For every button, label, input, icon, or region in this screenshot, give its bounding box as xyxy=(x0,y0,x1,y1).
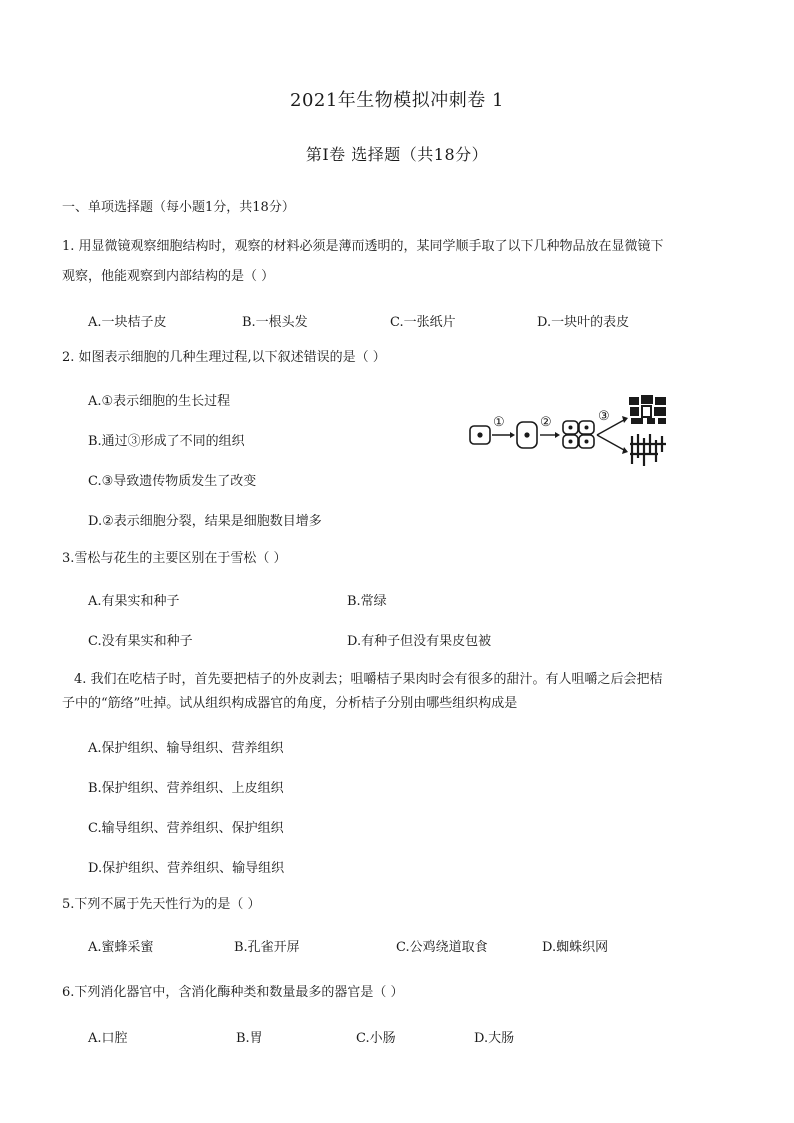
page-title: 2021年生物模拟冲刺卷 1 xyxy=(290,90,504,111)
question-1-stem-line1: 1. 用显微镜观察细胞结构时，观察的材料必须是薄而透明的，某同学顺手取了以下几种物品放在显微镜下 xyxy=(62,239,664,254)
question-6-option-a[interactable]: A.口腔 xyxy=(88,1031,128,1046)
question-2-option-b[interactable]: B.通过③形成了不同的组织 xyxy=(88,434,245,449)
question-5-option-d[interactable]: D.蜘蛛织网 xyxy=(542,940,609,955)
question-4-option-b[interactable]: B.保护组织、营养组织、上皮组织 xyxy=(88,781,284,796)
step-3-label: ③ xyxy=(598,409,610,424)
tissue-elongated-icon xyxy=(630,434,666,466)
question-4-option-d[interactable]: D.保护组织、营养组织、输导组织 xyxy=(88,861,285,876)
question-3-option-d[interactable]: D.有种子但没有果皮包被 xyxy=(347,634,492,649)
question-5-stem-line1: 5.下列不属于先天性行为的是（ ） xyxy=(62,897,261,912)
question-1-option-b[interactable]: B.一根头发 xyxy=(242,315,308,330)
question-6-option-b[interactable]: B.胃 xyxy=(236,1031,263,1046)
question-4-stem-line2: 子中的“筋络”吐掉。试从组织构成器官的角度，分析桔子分别由哪些组织构成是 xyxy=(62,696,518,711)
question-1-option-c[interactable]: C.一张纸片 xyxy=(390,315,456,330)
cell-process-figure xyxy=(462,392,682,472)
question-2-option-c[interactable]: C.③导致遗传物质发生了改变 xyxy=(88,474,257,489)
section-heading: 一、单项选择题（每小题1分，共18分） xyxy=(62,200,295,215)
question-5-option-c[interactable]: C.公鸡绕道取食 xyxy=(396,940,488,955)
question-1-option-d[interactable]: D.一块叶的表皮 xyxy=(537,315,630,330)
step-1-label: ① xyxy=(493,415,505,430)
section-subtitle: 第Ⅰ卷 选择题（共18分） xyxy=(305,145,489,164)
question-4-option-a[interactable]: A.保护组织、输导组织、营养组织 xyxy=(88,741,284,756)
question-3-stem-line1: 3.雪松与花生的主要区别在于雪松（ ） xyxy=(62,551,287,566)
question-5-option-a[interactable]: A.蜜蜂采蜜 xyxy=(88,940,154,955)
tissue-block-icon xyxy=(629,395,666,424)
question-5-option-b[interactable]: B.孔雀开屏 xyxy=(234,940,300,955)
question-3-option-a[interactable]: A.有果实和种子 xyxy=(88,594,180,609)
question-1-stem-line2: 观察，他能观察到内部结构的是（ ） xyxy=(62,269,275,284)
question-2-option-d[interactable]: D.②表示细胞分裂，结果是细胞数目增多 xyxy=(88,514,322,529)
question-3-option-b[interactable]: B.常绿 xyxy=(347,594,387,609)
question-6-option-d[interactable]: D.大肠 xyxy=(474,1031,515,1046)
question-2-stem-line1: 2. 如图表示细胞的几种生理过程,以下叙述错误的是（ ） xyxy=(62,350,386,365)
question-4-option-c[interactable]: C.输导组织、营养组织、保护组织 xyxy=(88,821,284,836)
question-6-option-c[interactable]: C.小肠 xyxy=(356,1031,396,1046)
divided-cells-icon xyxy=(563,421,594,448)
question-1-option-a[interactable]: A.一块桔子皮 xyxy=(88,315,167,330)
question-3-option-c[interactable]: C.没有果实和种子 xyxy=(88,634,193,649)
question-4-stem-line1: 4. 我们在吃桔子时，首先要把桔子的外皮剥去；咀嚼桔子果肉时会有很多的甜汁。有人咀嚼之后会把桔 xyxy=(74,672,663,687)
question-6-stem-line1: 6.下列消化器官中，含消化酶种类和数量最多的器官是（ ） xyxy=(62,985,404,1000)
step-2-label: ② xyxy=(540,415,552,430)
question-2-option-a[interactable]: A.①表示细胞的生长过程 xyxy=(88,394,231,409)
